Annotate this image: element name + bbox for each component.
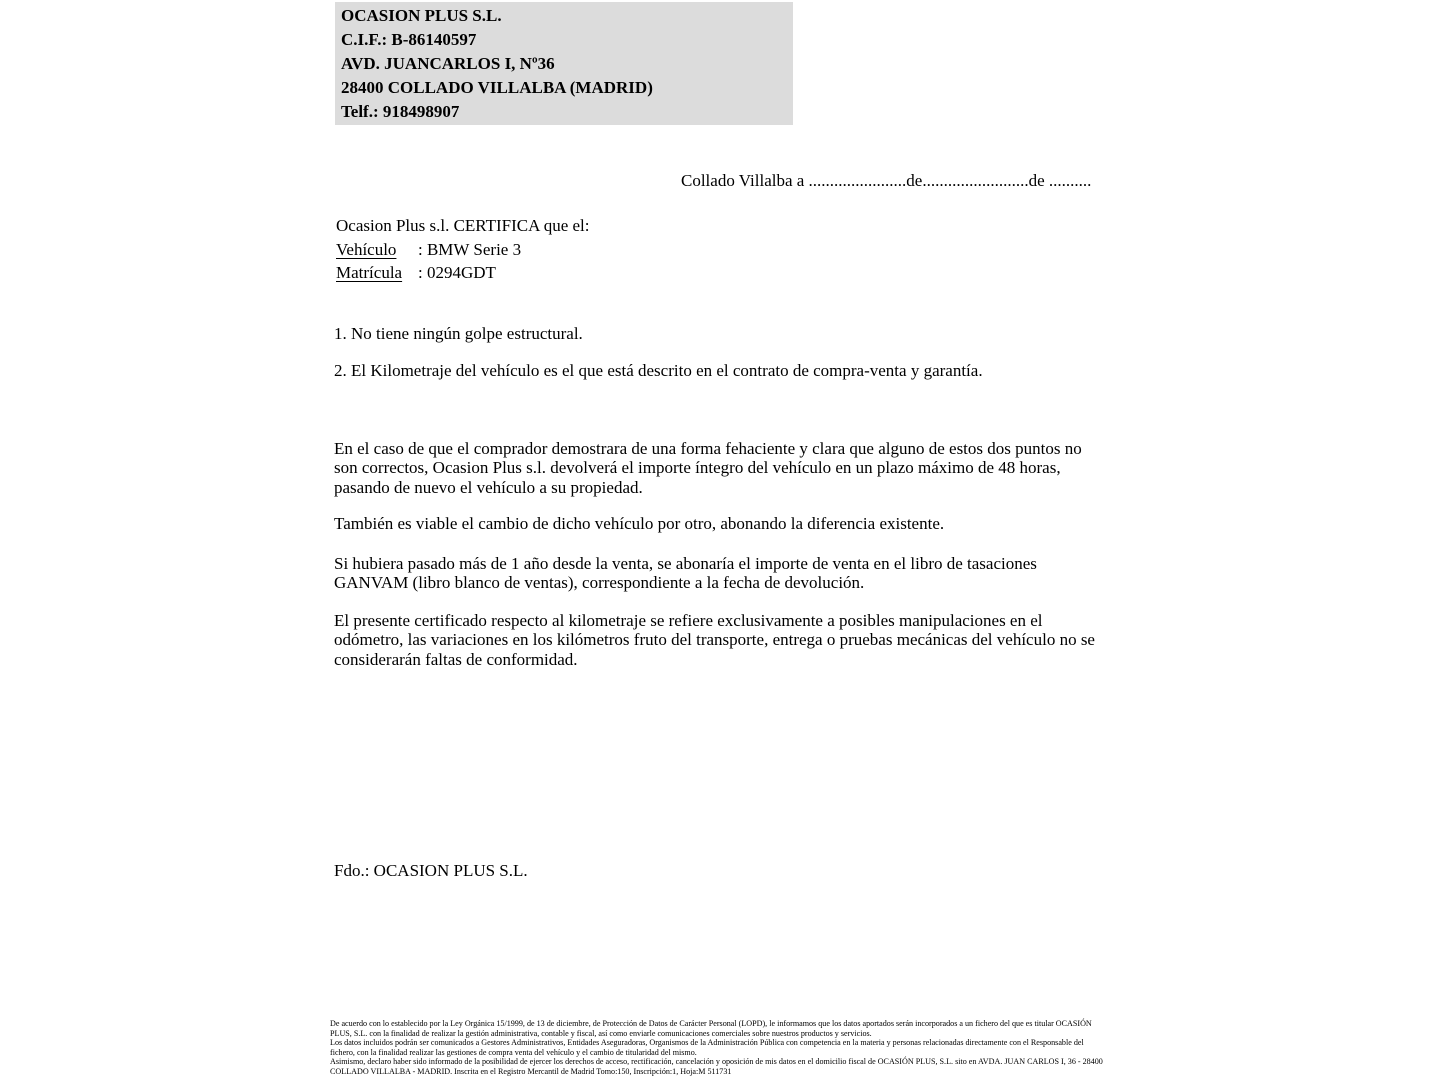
company-address: AVD. JUANCARLOS I, Nº36 xyxy=(341,54,555,73)
company-cif: C.I.F.: B-86140597 xyxy=(341,30,477,49)
vehicle-value: : BMW Serie 3 xyxy=(418,239,522,259)
legal-fine-print xyxy=(330,1019,1104,1077)
plate-label: Matrícula xyxy=(336,263,403,282)
vehicle-row xyxy=(336,238,590,262)
legal-paragraph-lopd: De acuerdo con lo establecido por la Ley Orgánica 15/1999, de 13 de diciembre, de Protección de Datos de Carácter Personal (LOPD), le informamos que los datos aportados serán incorporados a un fichero del que es titular OCASIÓN PLUS, S.L. con la finalidad de realizar la gestión administrativa, contable y fiscal, así como enviarle comunicaciones comerciales sobre nuestros productos y servicios. xyxy=(330,1019,1092,1038)
vehicle-label: Vehículo xyxy=(336,239,397,259)
paragraph-odometer-disclaimer: El presente certificado respecto al kilometraje se refiere exclusivamente a posibles manipulaciones en el odómetro, las variaciones en los kilómetros fruto del transporte, entrega o pruebas mecánicas del vehículo no se considerarán faltas de conformidad. xyxy=(334,611,1095,669)
certification-block xyxy=(336,214,590,285)
point-mileage: 2. El Kilometraje del vehículo es el que está descrito en el contrato de compra-venta y garantía. xyxy=(334,361,983,380)
legal-paragraph-data-sharing: Los datos incluidos podrán ser comunicados a Gestores Administrativos, Entidades Aseguradoras, Organismos de la Administración Pública con competencia en la materia y personas relacionadas directamente con el Responsable del fichero, con la finalidad realizar las gestiones de compra venta del vehículo y el cambio de titularidad del mismo. xyxy=(330,1038,1084,1057)
paragraph-ganvam-valuation: Si hubiera pasado más de 1 año desde la venta, se abonaría el importe de venta en el libro de tasaciones GANVAM (libro blanco de ventas), correspondiente a la fecha de devolución. xyxy=(334,554,1037,593)
point-structural-damage: 1. No tiene ningún golpe estructural. xyxy=(334,324,583,343)
date-fill-in-line: Collado Villalba a .......................de.........................de .......... xyxy=(681,171,1092,190)
company-header-box xyxy=(335,2,793,125)
certify-intro: Ocasion Plus s.l. CERTIFICA que el: xyxy=(336,216,590,235)
company-city: 28400 COLLADO VILLALBA (MADRID) xyxy=(341,78,653,97)
company-name: OCASION PLUS S.L. xyxy=(341,6,502,25)
paragraph-exchange-option: También es viable el cambio de dicho vehículo por otro, abonando la diferencia existente. xyxy=(334,514,945,533)
legal-paragraph-rights-registry: Asimismo, declaro haber sido informado de la posibilidad de ejercer los derechos de acceso, rectificación, cancelación y oposición de mis datos en el domicilio fiscal de OCASIÓN PLUS, S.L. sito en AVDA. JUAN CARLOS I, 36 - 28400 COLLADO VILLALBA - MADRID. Inscrita en el Registro Mercantil de Madrid Tomo:150, Inscripción:1, Hoja:M 511731 xyxy=(330,1057,1103,1076)
plate-row xyxy=(336,261,590,285)
plate-value: : 0294GDT xyxy=(418,263,496,282)
paragraph-refund-policy: En el caso de que el comprador demostrara de una forma fehaciente y clara que alguno de estos dos puntos no son correctos, Ocasion Plus s.l. devolverá el importe íntegro del vehículo en un plazo máximo de 48 horas, pasando de nuevo el vehículo a su propiedad. xyxy=(334,439,1082,497)
company-phone: Telf.: 918498907 xyxy=(341,102,460,121)
signature-line: Fdo.: OCASION PLUS S.L. xyxy=(334,861,528,880)
